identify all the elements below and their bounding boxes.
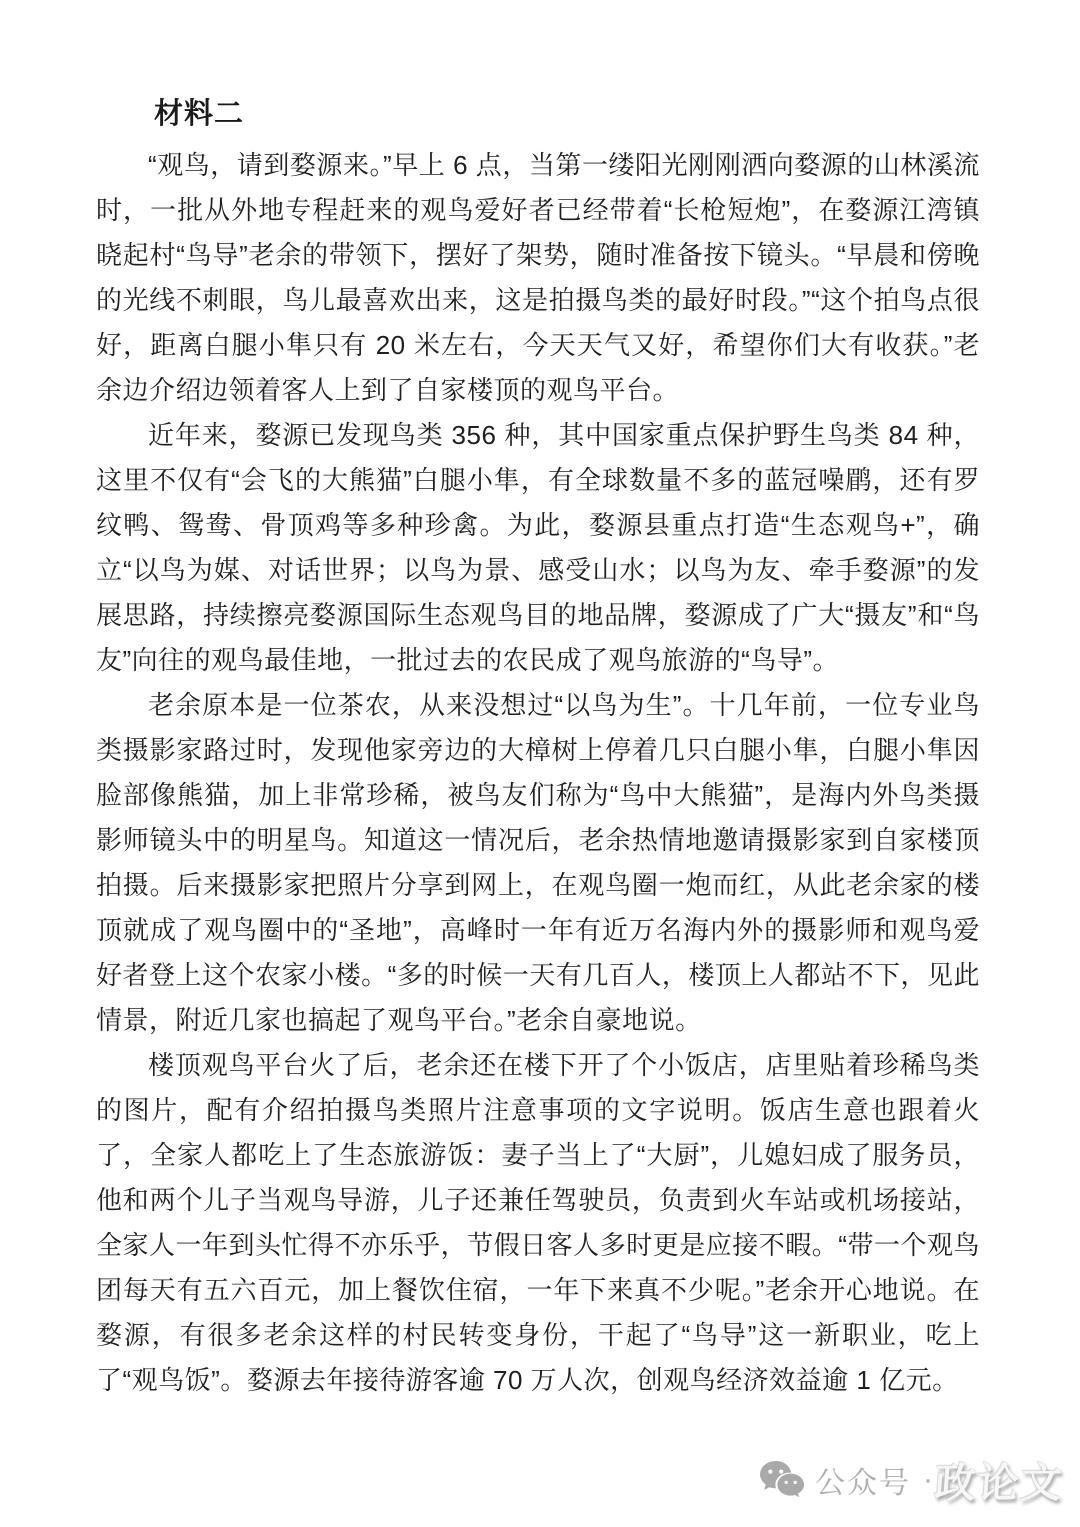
wechat-account-label: 公众号 (815, 1466, 911, 1500)
material-heading: 材料二 (154, 98, 245, 130)
paragraph-1: “观鸟，请到婺源来。”早上 6 点，当第一缕阳光刚刚洒向婺源的山林溪流时，一批从外地专程赶来的观鸟爱好者已经带着“长枪短炮”，在婺源江湾镇晓起村“鸟导”老余的带领下，摆好了架势，随时准备按下镜头。“早晨和傍晚的光线不刺眼，鸟儿最喜欢出来，这是拍摄鸟类的最好时段。”“这个拍鸟点很好，距离白腿小隼只有 20 米左右，今天天气又好，希望你们大有收获。”老余边介绍边领着客人上到了自家楼顶的观鸟平台。 (96, 150, 980, 405)
paragraph-4: 楼顶观鸟平台火了后，老余还在楼下开了个小饭店，店里贴着珍稀鸟类的图片，配有介绍拍摄鸟类照片注意事项的文字说明。饭店生意也跟着火了，全家人都吃上了生态旅游饭：妻子当上了“大厨”，儿媳妇成了服务员，他和两个儿子当观鸟导游，儿子还兼任驾驶员，负责到火车站或机场接站，全家人一年到头忙得不亦乐乎，节假日客人多时更是应接不暇。“带一个观鸟团每天有五六百元，加上餐饮住宿，一年下来真不少呢。”老余开心地说。在婺源，有很多老余这样的村民转变身份，干起了“鸟导”这一新职业，吃上了“观鸟饭”。婺源去年接待游客逾 70 万人次，创观鸟经济效益逾 1 亿元。 (96, 1050, 980, 1395)
watermark-account-name: 政论文 (933, 1460, 1066, 1506)
wechat-icon (759, 1459, 805, 1501)
paragraph-3: 老余原本是一位茶农，从来没想过“以鸟为生”。十几年前，一位专业鸟类摄影家路过时，发现他家旁边的大樟树上停着几只白腿小隼，白腿小隼因脸部像熊猫，加上非常珍稀，被鸟友们称为“鸟中大熊猫”，是海内外鸟类摄影师镜头中的明星鸟。知道这一情况后，老余热情地邀请摄影家到自家楼顶拍摄。后来摄影家把照片分享到网上，在观鸟圈一炮而红，从此老余家的楼顶就成了观鸟圈中的“圣地”，高峰时一年有近万名海内外的摄影师和观鸟爱好者登上这个农家小楼。“多的时候一天有几百人，楼顶上人都站不下，见此情景，附近几家也搞起了观鸟平台。”老余自豪地说。 (96, 690, 980, 1035)
watermark-footer (759, 1450, 1064, 1509)
watermark-separator: · (923, 1462, 933, 1496)
paragraph-2: 近年来，婺源已发现鸟类 356 种，其中国家重点保护野生鸟类 84 种，这里不仅有“会飞的大熊猫”白腿小隼，有全球数量不多的蓝冠噪鹛，还有罗纹鸭、鸳鸯、骨顶鸡等多种珍禽。为此，婺源县重点打造“生态观鸟+”，确立“以鸟为媒、对话世界；以鸟为景、感受山水；以鸟为友、牵手婺源”的发展思路，持续擦亮婺源国际生态观鸟目的地品牌，婺源成了广大“摄友”和“鸟友”向往的观鸟最佳地，一批过去的农民成了观鸟旅游的“鸟导”。 (96, 420, 980, 675)
article-content (96, 92, 980, 1403)
